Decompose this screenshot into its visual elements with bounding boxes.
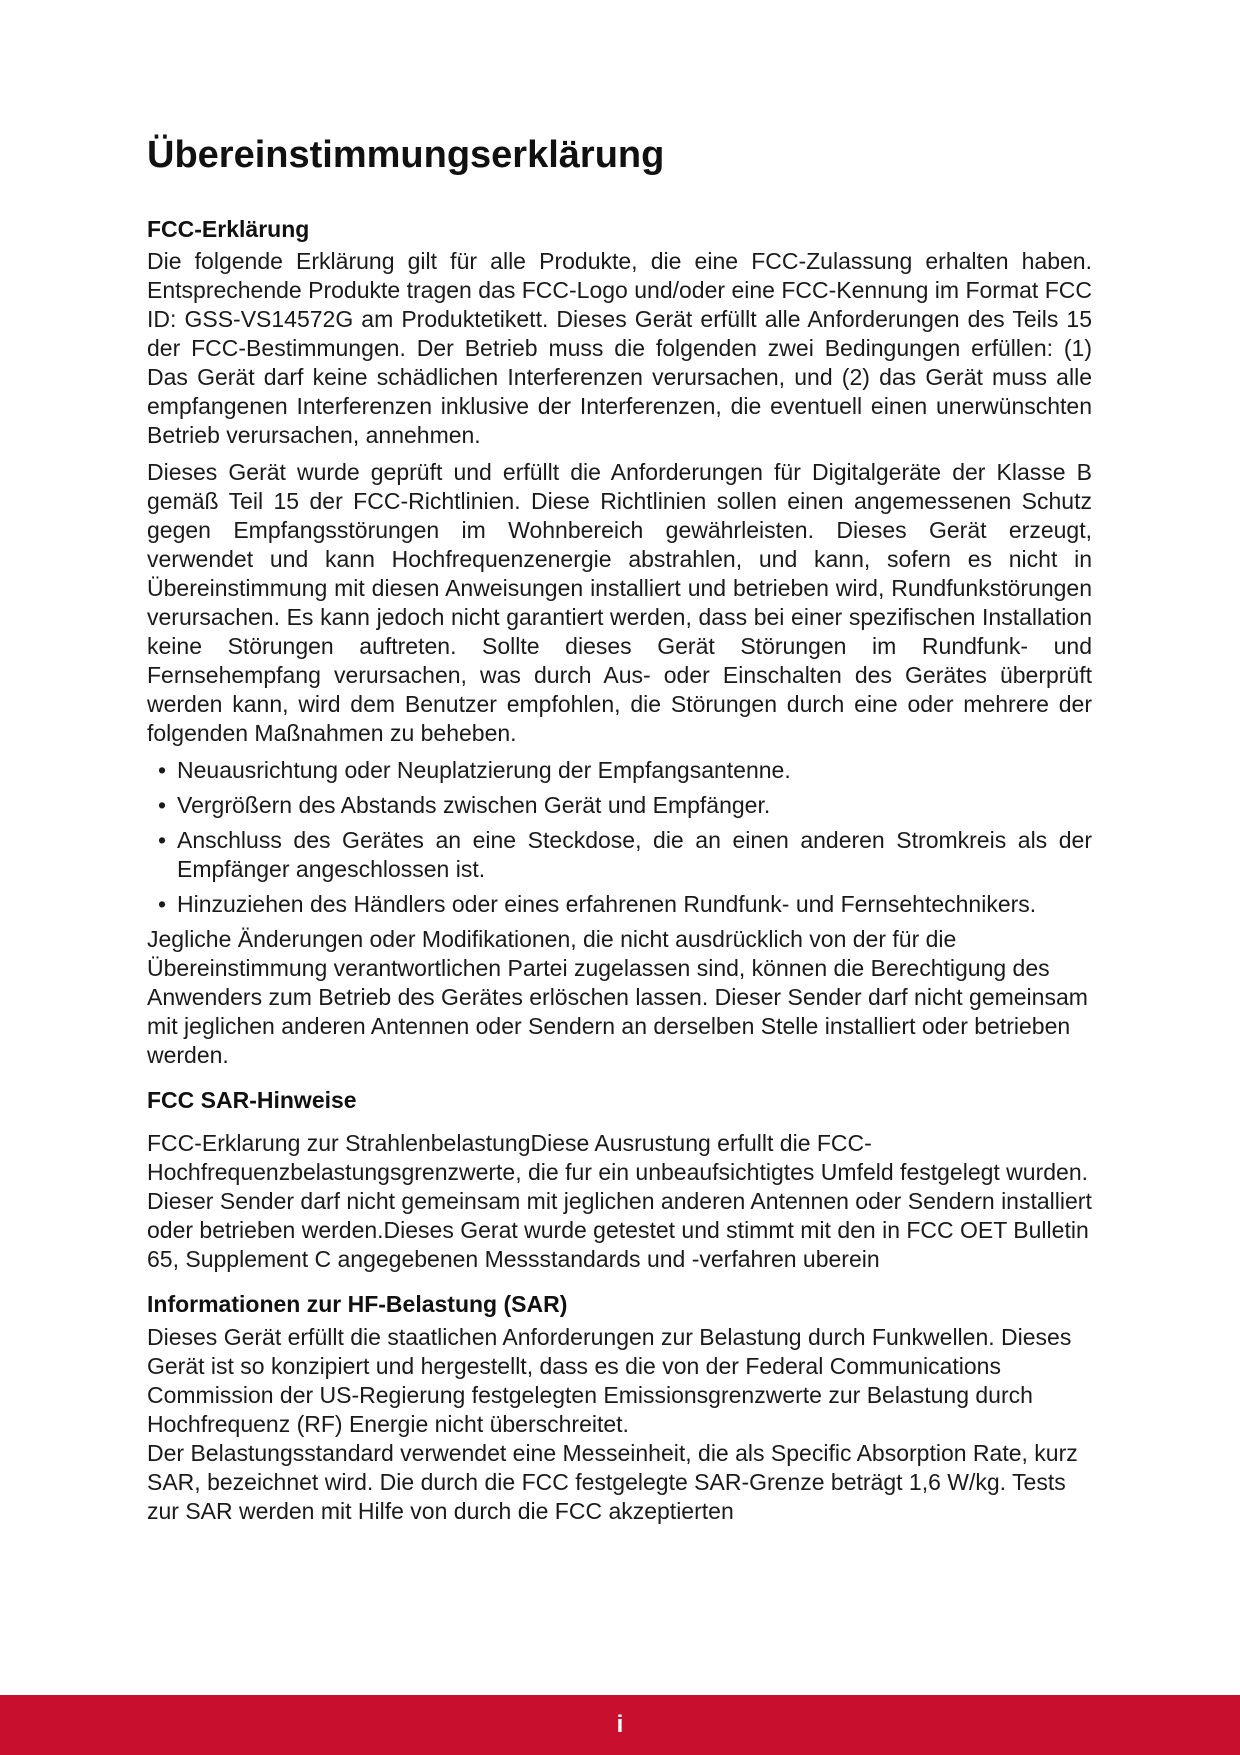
fcc-paragraph-3: Jegliche Änderungen oder Modifikationen, die nicht ausdrücklich von der für die Übereinstimmung verantwortlichen Partei zugelassen sind, können die Berechtigung des Anwenders zum Betrieb des Gerätes erlöschen lassen. Dieser Sender darf nicht gemeinsam mit jeglichen anderen Antennen oder Sendern an derselben Stelle installiert oder betrieben werden. bbox=[147, 926, 1088, 1069]
document-content bbox=[147, 133, 1092, 1534]
list-item-text: Hinzuziehen des Händlers oder eines erfahrenen Rundfunk- und Fernsehtechnikers. bbox=[177, 891, 1037, 918]
hf-paragraph-1: Dieses Gerät erfüllt die staatlichen Anforderungen zur Belastung durch Funkwellen. Dieses Gerät ist so konzipiert und hergestellt, dass es die von der Federal Communications Commission der US-Regierung festgelegten Emissionsgrenzwerte zur Belastung durch Hochfrequenz (RF) Energie nicht überschreitet. bbox=[147, 1323, 1072, 1437]
fcc-section bbox=[147, 215, 1092, 1071]
sar-section bbox=[147, 1086, 1092, 1274]
list-item bbox=[147, 826, 1092, 884]
hf-heading: Informationen zur HF-Belastung (SAR) bbox=[147, 1291, 568, 1318]
hf-paragraph-2: Der Belastungsstandard verwendet eine Messeinheit, die als Specific Absorption Rate, kurz SAR, bezeichnet wird. Die durch die FCC festgelegte SAR-Grenze beträgt 1,6 W/kg. Tests zur SAR werden mit Hilfe von durch die FCC akzeptierten bbox=[147, 1439, 1078, 1524]
list-item-text: Anschluss des Gerätes an eine Steckdose, die an einen anderen Stromkreis als der Empfänger angeschlossen ist. bbox=[177, 827, 1092, 883]
footer-bar bbox=[0, 1695, 1240, 1755]
page-title: Übereinstimmungserklärung bbox=[147, 134, 665, 176]
list-item-text: Neuausrichtung oder Neuplatzierung der Empfangsantenne. bbox=[177, 757, 791, 784]
list-item bbox=[147, 890, 1092, 919]
list-item bbox=[147, 756, 1092, 785]
bullet-icon: • bbox=[158, 792, 167, 819]
bullet-icon: • bbox=[158, 757, 167, 784]
measures-list bbox=[147, 756, 1092, 919]
fcc-paragraph-1: Die folgende Erklärung gilt für alle Produkte, die eine FCC-Zulassung erhalten haben. Entsprechende Produkte tragen das FCC-Logo und/oder eine FCC-Kennung im Format FCC ID: GSS-VS14572G am Produktetikett. Dieses Gerät erfüllt alle Anforderungen des Teils 15 der FCC-Bestimmungen. Der Betrieb muss die folgenden zwei Bedingungen erfüllen: (1) Das Gerät darf keine schädlichen Interferenzen verursachen, und (2) das Gerät muss alle empfangenen Interferenzen inklusive der Interferenzen, die eventuell einen unerwünschten Betrieb verursachen, annehmen. bbox=[147, 248, 1092, 449]
list-item bbox=[147, 791, 1092, 820]
hf-section bbox=[147, 1290, 1092, 1526]
sar-heading: FCC SAR-Hinweise bbox=[147, 1087, 357, 1114]
bullet-icon: • bbox=[158, 891, 167, 918]
bullet-icon: • bbox=[158, 827, 167, 854]
fcc-paragraph-2: Dieses Gerät wurde geprüft und erfüllt die Anforderungen für Digitalgeräte der Klasse B gemäß Teil 15 der FCC-Richtlinien. Diese Richtlinien sollen einen angemessenen Schutz gegen Empfangsstörungen im Wohnbereich gewährleisten. Dieses Gerät erzeugt, verwendet und kann Hochfrequenzenergie abstrahlen, und kann, sofern es nicht in Übereinstimmung mit diesen Anweisungen installiert und betrieben wird, Rundfunkstörungen verursachen. Es kann jedoch nicht garantiert werden, dass bei einer spezifischen Installation keine Störungen auftreten. Sollte dieses Gerät Störungen im Rundfunk- und Fernsehempfang verursachen, was durch Aus- oder Einschalten des Gerätes überprüft werden kann, wird dem Benutzer empfohlen, die Störungen durch eine oder mehrere der folgenden Maßnahmen zu beheben. bbox=[147, 459, 1092, 747]
list-item-text: Vergrößern des Abstands zwischen Gerät und Empfänger. bbox=[177, 792, 771, 819]
page-number: i bbox=[616, 1711, 624, 1738]
fcc-heading: FCC-Erklärung bbox=[147, 215, 310, 242]
sar-paragraph: FCC-Erklarung zur StrahlenbelastungDiese Ausrustung erfullt die FCC-Hochfrequenzbelastungsgrenzwerte, die fur ein unbeaufsichtigtes Umfeld festgelegt wurden. Dieser Sender darf nicht gemeinsam mit jeglichen anderen Antennen oder Sendern installiert oder betrieben werden.Dieses Gerat wurde getestet und stimmt mit den in FCC OET Bulletin 65, Supplement C angegebenen Messstandards und -verfahren uberein bbox=[147, 1130, 1092, 1273]
